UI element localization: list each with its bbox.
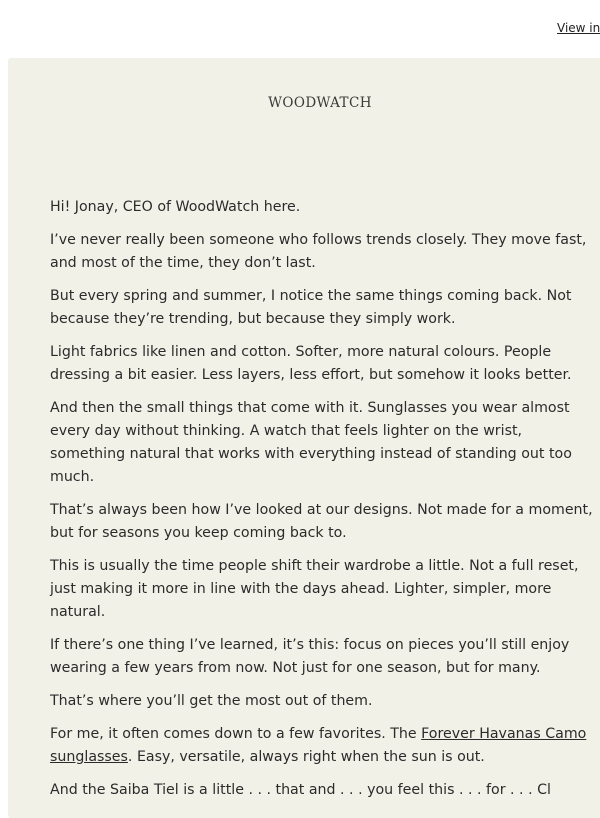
email-body (50, 196, 598, 812)
view-in-browser-link[interactable]: View in (557, 21, 600, 35)
sunglasses-product-link[interactable]: Forever Havanas Camo sunglasses (50, 726, 587, 765)
body-paragraph: That’s where you’ll get the most out of them. (50, 693, 373, 709)
body-paragraph: This is usually the time people shift their wardrobe a little. Not a full reset, just making it more in line with the days ahead. Lighter, simpler, more natural. (50, 558, 579, 620)
top-bar (0, 0, 600, 58)
favorites-text-after: . Easy, versatile, always right when the sun is out. (127, 749, 485, 765)
favorites-paragraph (50, 723, 598, 769)
favorites-text-before: For me, it often comes down to a few favorites. The (50, 726, 422, 742)
body-paragraph: That’s always been how I’ve looked at our designs. Not made for a moment, but for seasons you keep coming back to. (50, 502, 593, 541)
cutoff-paragraph: And the Saiba Tiel is a little . . . that and . . . you feel this . . . for . . . Cl (50, 782, 551, 798)
brand-logo: WOODWATCH (268, 95, 372, 111)
body-paragraph: I’ve never really been someone who follows trends closely. They move fast, and most of the time, they don’t last. (50, 232, 587, 271)
body-paragraph: And then the small things that come with it. Sunglasses you wear almost every day without thinking. A watch that feels lighter on the wrist, something natural that works with everything instead of standing out too much. (50, 400, 572, 485)
body-paragraph: But every spring and summer, I notice the same things coming back. Not because they’re trending, but because they simply work. (50, 288, 572, 327)
body-paragraph: If there’s one thing I’ve learned, it’s this: focus on pieces you’ll still enjoy wearing a few years from now. Not just for one season, but for many. (50, 637, 570, 676)
greeting-paragraph: Hi! Jonay, CEO of WoodWatch here. (50, 199, 301, 215)
body-paragraph: Light fabrics like linen and cotton. Softer, more natural colours. People dressing a bit easier. Less layers, less effort, but somehow it looks better. (50, 344, 572, 383)
